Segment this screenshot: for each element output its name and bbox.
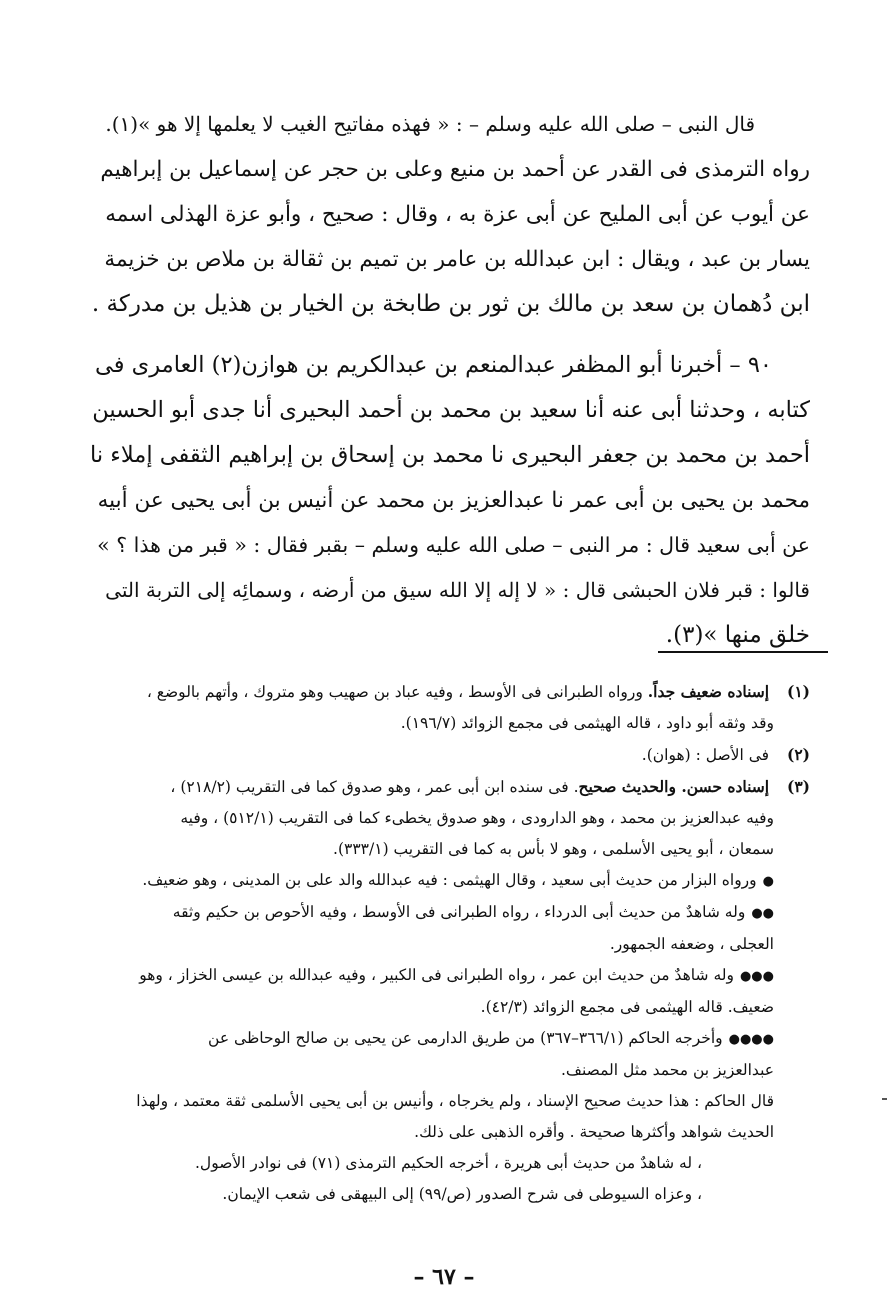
bullet-dots: ● [762, 874, 774, 889]
bullet-text: وأخرجه الحاكم (٣٦٦/١–٣٦٧) من طريق الدارمى عن يحيى بن صالح الوحاظى عن [208, 1029, 723, 1047]
bullet-item [86, 897, 810, 929]
extra-note: ، وعزاه السيوطى فى شرح الصدور (ص/٩٩) إلى البيهقى فى شعب الإيمان. [222, 1185, 702, 1203]
bullet-item [86, 865, 810, 897]
footnote-1 [86, 676, 810, 708]
footnote-text: فى الأصل : (هوان). [641, 746, 770, 764]
bullet-text: وله شاهدٌ من حديث أبى الدرداء ، رواه الطبرانى فى الأوسط ، وفيه الأحوص بن حكيم وثقه [172, 903, 746, 921]
page-number: – ٦٧ – [413, 1264, 475, 1290]
footnote-1-cont: وقد وثقه أبو داود ، قاله الهيثمى فى مجمع الزوائد (١٩٦/٧). [400, 714, 774, 732]
bullet-text: وله شاهدٌ من حديث ابن عمر ، رواه الطبرانى فى الكبير ، وفيه عبدالله بن عيسى الخزاز ، وهو [139, 966, 734, 984]
extra-note: ، له شاهدٌ من حديث أبى هريرة ، أخرجه الحكيم الترمذى (٧١) فى نوادر الأصول. [195, 1154, 702, 1172]
text-line: أحمد بن محمد بن جعفر البحيرى نا محمد بن إسحاق بن إبراهيم الثقفى إملاء نا [90, 442, 810, 468]
text-line: كتابه ، وحدثنا أبى عنه أنا سعيد بن محمد بن أحمد البحيرى أنا جدى أبو الحسين [92, 397, 810, 423]
footnote-text: . فى سنده ابن أبى عمر ، وهو صدوق كما فى التقريب (٢١٨/٢) ، [170, 778, 579, 796]
bullet-dots: ●● [751, 906, 774, 921]
text-line: خلق منها »(٣). [665, 622, 810, 648]
text-line: محمد بن يحيى بن أبى عمر نا عبدالعزيز بن محمد عن أنيس بن أبى يحيى عن أبيه [97, 488, 810, 513]
text-line: قالوا : قبر فلان الحبشى قال : « لا إله إلا الله سيق من أرضه ، وسمائِه إلى التربة التى [105, 578, 810, 602]
footnote-grade: إسناده ضعيف جداً. [647, 682, 770, 701]
text-line: رواه الترمذى فى القدر عن أحمد بن منيع وعلى بن حجر عن إسماعيل بن إبراهيم [100, 157, 810, 182]
text-line: عن أيوب عن أبى المليح عن أبى عزة به ، وقال : صحيح ، وأبو عزة الهذلى اسمه [105, 202, 810, 227]
narration-paragraph-2 [90, 343, 810, 658]
footnote-2 [86, 739, 810, 771]
bullet-item-cont: عبدالعزيز بن محمد مثل المصنف. [560, 1061, 774, 1079]
bullet-dots: ●●●● [728, 1032, 774, 1047]
footnote-3-cont: سمعان ، أبو يحيى الأسلمى ، وهو لا بأس به كما فى التقريب (٣٣٣/١). [333, 840, 774, 858]
hadith-intro-line: قال النبى – صلى الله عليه وسلم – : « فهذه مفاتيح الغيب لا يعلمها إلا هو »(١). [105, 112, 755, 136]
hadith-number-line: ٩٠ – أخبرنا أبو المظفر عبدالمنعم بن عبدالكريم بن هوازن(٢) العامرى فى [94, 352, 772, 378]
bullet-item-cont: العجلى ، وضعفه الجمهور. [609, 935, 774, 953]
bullet-item [86, 960, 810, 992]
text-line: يسار بن عبد ، ويقال : ابن عبدالله بن عامر بن تميم بن ثقالة بن ملاص بن خزيمة [104, 247, 810, 272]
footnote-grade: إسناده حسن. والحديث صحيح [578, 777, 770, 796]
footnote-number: (١) [786, 682, 810, 701]
footnote-text: ورواه الطبرانى فى الأوسط ، وفيه عباد بن صهيب وهو متروك ، وأتهم بالوضع ، [146, 683, 648, 701]
footnote-number: (٢) [786, 745, 810, 764]
hakim-note: الحديث شواهد وأكثرها صحيحة . وأقره الذهبى على ذلك. [414, 1123, 774, 1141]
footnote-number: (٣) [786, 777, 810, 796]
footnote-3 [86, 771, 810, 803]
footnote-divider [658, 651, 828, 653]
narration-paragraph-1 [90, 147, 810, 327]
footnote-3-cont: وفيه عبدالعزيز بن محمد ، وهو الدارودى ، وهو صدوق يخطىء كما فى التقريب (٥١٢/١) ، وفيه [180, 809, 774, 827]
margin-mark [882, 1098, 887, 1100]
bullet-dots: ●●● [739, 969, 774, 984]
bullet-item-cont: ضعيف. قاله الهيثمى فى مجمع الزوائد (٤٢/٣). [480, 998, 774, 1016]
bullet-text: ورواه البزار من حديث أبى سعيد ، وقال الهيثمى : فيه عبدالله والد على بن المدينى ، وهو ضعيف. [142, 871, 757, 889]
main-text [90, 102, 810, 658]
bullet-item [86, 1023, 810, 1055]
footnotes [86, 676, 810, 1210]
hakim-note: قال الحاكم : هذا حديث صحيح الإسناد ، ولم يخرجاه ، وأنيس بن أبى يحيى الأسلمى ثقة معتمد ، ولهذا [136, 1092, 774, 1110]
text-line: عن أبى سعيد قال : مر النبى – صلى الله عليه وسلم – بقبر فقال : « قبر من هذا ؟ » [97, 533, 810, 557]
text-line: ابن دُهمان بن سعد بن مالك بن ثور بن طابخة بن الخيار بن هذيل بن مدركة . [91, 291, 810, 317]
